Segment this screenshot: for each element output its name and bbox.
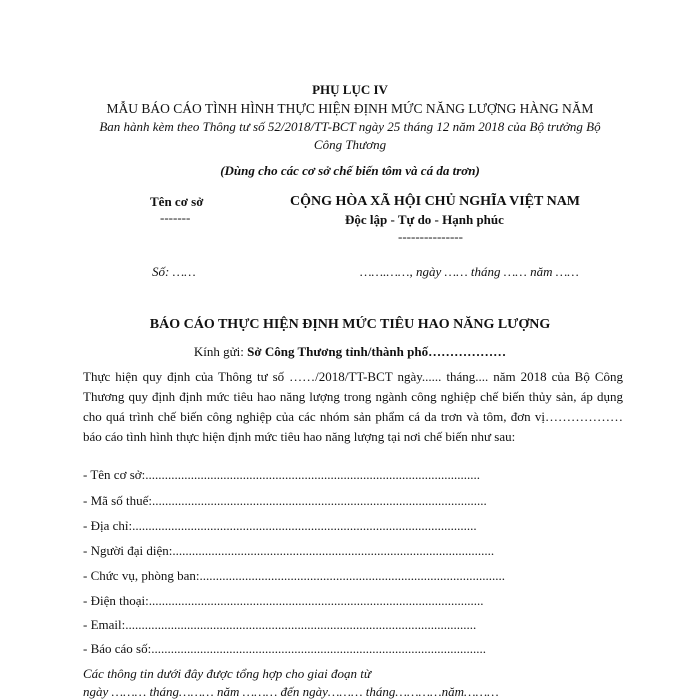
field-org-name: - Tên cơ sở:....................................................................................................... (83, 467, 480, 482)
report-title: BÁO CÁO THỰC HIỆN ĐỊNH MỨC TIÊU HAO NĂNG LƯỢNG (149, 317, 551, 332)
field-position: - Chức vụ, phòng ban:.............................................................................................. (83, 568, 505, 583)
field-email: - Email:............................................................................................................ (83, 617, 477, 632)
report-body: Thực hiện quy định của Thông tư số ……/2018/TT-BCT ngày...... tháng.... năm 2018 của Bộ Công Thương quy định định mức tiêu hao năng lượng trong ngành công nghiệp chế biến thủy sản, áp dụng cho quá trình chế biến công nghiệp của các nhóm sản phẩm cá da trơn và tôm, đơn vị……………… báo cáo tình hình thực hiện định mức tiêu hao năng lượng tại nơi chế biến như sau: (83, 369, 623, 444)
recipient-prefix: Kính gửi: (193, 344, 248, 359)
issued-line-1: Ban hành kèm theo Thông tư số 52/2018/TT-BCT ngày 25 tháng 12 năm 2018 của Bộ trưởng Bộ (99, 119, 601, 134)
field-tax-code: - Mã số thuế:....................................................................................................... (83, 493, 487, 508)
period-line-1: Các thông tin dưới đây được tổng hợp cho giai đoạn từ (83, 666, 371, 681)
recipient-line (0, 344, 700, 360)
recipient-target: Sở Công Thương tỉnh/thành phố……………… (247, 344, 507, 359)
motto-divider: --------------- (398, 229, 463, 244)
field-representative: - Người đại diện:................................................................................................... (83, 543, 495, 558)
form-title: MẪU BÁO CÁO TÌNH HÌNH THỰC HIỆN ĐỊNH MỨC NĂNG LƯỢNG HÀNG NĂM (106, 101, 594, 116)
field-phone: - Điện thoại:....................................................................................................... (83, 593, 484, 608)
nation-heading: CỘNG HÒA XÃ HỘI CHỦ NGHĨA VIỆT NAM (290, 194, 581, 209)
national-motto: Độc lập - Tự do - Hạnh phúc (345, 212, 504, 227)
field-address: - Địa chỉ:.......................................................................................................... (83, 518, 477, 533)
appendix-heading: PHỤ LỤC IV (312, 82, 388, 97)
field-report-number: - Báo cáo số:....................................................................................................... (83, 641, 486, 656)
usage-note: (Dùng cho các cơ sở chế biến tôm và cá da trơn) (220, 163, 480, 178)
document-number: Số: …… (152, 264, 196, 279)
org-divider: ------- (160, 210, 191, 225)
org-name-label: Tên cơ sở (150, 194, 204, 209)
period-line-2: ngày ……… tháng……… năm ……… đến ngày……… tháng…………năm……… (83, 684, 499, 699)
issued-line-2: Công Thương (313, 137, 387, 152)
place-date: …….……, ngày …… tháng …… năm …… (360, 264, 579, 279)
